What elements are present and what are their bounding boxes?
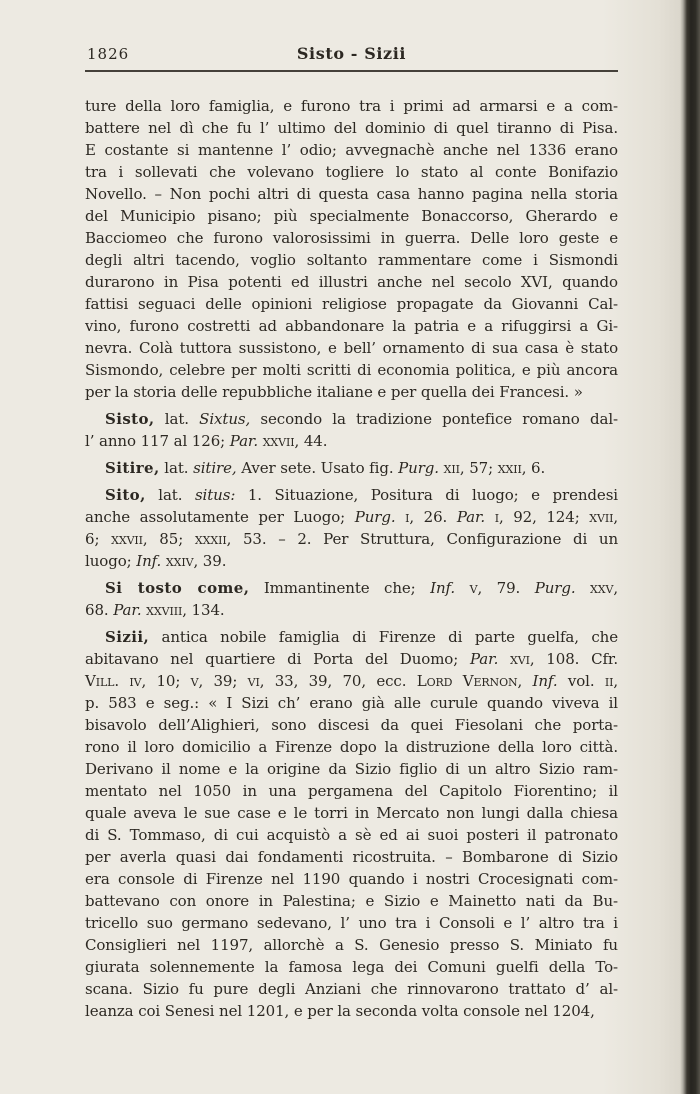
text-segment: Vill. bbox=[85, 672, 120, 690]
text-line bbox=[85, 161, 618, 183]
text-segment: Par. bbox=[469, 650, 499, 668]
running-title: Sisto - Sizii bbox=[296, 44, 407, 63]
text-segment: tra i sollevati che volevano togliere lo stato al conte Bonifazio bbox=[85, 163, 618, 181]
text-segment: per averla quasi dai fondamenti ricostruita. – Bombarone di Sizio bbox=[85, 848, 618, 866]
text-segment: 6; bbox=[85, 530, 112, 548]
text-line bbox=[85, 912, 618, 934]
text-segment: Derivano il nome e la origine da Sizio figlio di un altro Sizio ram- bbox=[85, 760, 618, 778]
text-line bbox=[85, 824, 618, 846]
text-segment: nevra. Colà tuttora sussistono, e bell’ ornamento di sua casa è stato bbox=[85, 339, 618, 357]
text-line bbox=[85, 139, 618, 161]
text-segment: i bbox=[405, 508, 410, 526]
text-segment: , 85; bbox=[142, 530, 195, 548]
text-segment: , 79. bbox=[477, 579, 535, 597]
text-segment: Purg. bbox=[398, 459, 439, 477]
text-segment: secondo la tradizione pontefice romano dal- bbox=[250, 410, 618, 428]
text-segment: battere nel dì che fu l’ ultimo del dominio di quel tiranno di Pisa. bbox=[85, 119, 618, 137]
text-segment: , 108. Cfr. bbox=[529, 650, 618, 668]
text-segment: Par. bbox=[229, 432, 259, 450]
text-segment: durarono in Pisa potenti ed illustri anche nel secolo XVI, quando bbox=[85, 273, 618, 291]
text-segment: 1. Situazione, Positura di luogo; e prendesi bbox=[235, 486, 618, 504]
text-segment: situs: bbox=[194, 486, 236, 504]
text-segment: , 33, 39, 70, ecc. bbox=[259, 672, 417, 690]
text-segment bbox=[396, 508, 406, 526]
text-segment: xvii bbox=[589, 508, 614, 526]
text-segment: , bbox=[517, 672, 533, 690]
text-line bbox=[85, 183, 618, 205]
text-line bbox=[85, 978, 618, 1000]
text-segment: Sixtus, bbox=[199, 410, 251, 428]
text-segment: Purg. bbox=[534, 579, 576, 597]
text-line bbox=[85, 714, 618, 736]
text-segment: xxvii bbox=[262, 432, 295, 450]
text-segment: 68. bbox=[85, 601, 114, 619]
text-segment: iv bbox=[129, 672, 142, 690]
text-segment: giurata solennemente la famosa lega dei Comuni guelfi della To- bbox=[85, 958, 618, 976]
text-segment: i bbox=[494, 508, 499, 526]
text-segment: per la storia delle repubbliche italiane e per quella dei Francesi. » bbox=[85, 383, 583, 401]
text-segment: vino, furono costretti ad abbandonare la patria e a rifuggirsi a Gi- bbox=[85, 317, 618, 335]
text-segment: xxiv bbox=[165, 552, 194, 570]
text-line bbox=[85, 337, 618, 359]
text-segment: del Municipio pisano; più specialmente Bonaccorso, Gherardo e bbox=[85, 207, 618, 225]
text-line bbox=[85, 670, 618, 692]
text-line bbox=[85, 577, 618, 599]
text-segment: , bbox=[613, 508, 619, 526]
text-segment: Sismondo, celebre per molti scritti di economia politica, e più ancora bbox=[85, 361, 618, 379]
text-segment: xxviii bbox=[146, 601, 183, 619]
text-segment: Aver sete. Usato fig. bbox=[236, 459, 399, 477]
entry-sitire bbox=[85, 457, 618, 479]
text-segment: leanza coi Senesi nel 1201, e per la seconda volta console nel 1204, bbox=[85, 1002, 595, 1020]
text-segment bbox=[485, 508, 495, 526]
text-segment: Sito, bbox=[105, 486, 146, 504]
text-segment: , 26. bbox=[409, 508, 457, 526]
text-segment: , 57; bbox=[459, 459, 498, 477]
text-segment: fattisi seguaci delle opinioni religiose propagate da Giovanni Cal- bbox=[85, 295, 618, 313]
text-segment: xxxii bbox=[194, 530, 227, 548]
text-segment: scana. Sizio fu pure degli Anziani che rinnovarono trattato d’ al- bbox=[85, 980, 618, 998]
text-line bbox=[85, 648, 618, 670]
text-line bbox=[85, 271, 618, 293]
text-segment: sitire, bbox=[193, 459, 237, 477]
text-segment: , 10; bbox=[141, 672, 191, 690]
text-segment: xvi bbox=[510, 650, 530, 668]
text-line bbox=[85, 484, 618, 506]
text-segment: tricello suo germano sedevano, l’ uno tra i Consoli e l’ altro tra i bbox=[85, 914, 618, 932]
text-segment: Immantinente che; bbox=[249, 579, 431, 597]
text-segment bbox=[455, 579, 470, 597]
text-line bbox=[85, 249, 618, 271]
text-segment: ture della loro famiglia, e furono tra i primi ad armarsi e a com- bbox=[85, 97, 618, 115]
text-segment: lat. bbox=[145, 486, 195, 504]
text-segment: , bbox=[613, 672, 618, 690]
text-segment: Par. bbox=[113, 601, 142, 619]
text-segment: rono il loro domicilio a Firenze dopo la distruzione della loro città. bbox=[85, 738, 618, 756]
text-line bbox=[85, 780, 618, 802]
text-segment: Sisto, bbox=[105, 410, 155, 428]
text-segment: Lord Vernon bbox=[416, 672, 518, 690]
text-segment: , 53. – 2. Per Struttura, Configurazione di un bbox=[226, 530, 618, 548]
text-line bbox=[85, 599, 618, 621]
text-segment: anche assolutamente per Luogo; bbox=[85, 508, 355, 526]
text-segment: , 39; bbox=[198, 672, 248, 690]
text-line bbox=[85, 430, 618, 452]
text-segment: Sitire, bbox=[105, 459, 160, 477]
text-segment: xii bbox=[443, 459, 460, 477]
text-segment: , 6. bbox=[521, 459, 546, 477]
text-segment: lat. bbox=[154, 410, 200, 428]
text-line bbox=[85, 408, 618, 430]
text-column bbox=[85, 95, 618, 1022]
text-segment: Purg. bbox=[354, 508, 396, 526]
header-rule bbox=[85, 70, 618, 72]
text-line bbox=[85, 802, 618, 824]
text-segment: era console di Firenze nel 1190 quando i nostri Crocesignati com- bbox=[85, 870, 618, 888]
text-segment: xxii bbox=[497, 459, 522, 477]
text-segment: l’ anno 117 al 126; bbox=[85, 432, 230, 450]
page-header bbox=[85, 44, 618, 66]
text-line bbox=[85, 736, 618, 758]
text-segment: quale aveva le sue case e le torri in Mercato non lungi dalla chiesa bbox=[85, 804, 618, 822]
text-line bbox=[85, 381, 618, 403]
entry-sito bbox=[85, 484, 618, 572]
text-segment: Inf. bbox=[136, 552, 162, 570]
text-line bbox=[85, 846, 618, 868]
text-line bbox=[85, 692, 618, 714]
text-segment: xxv bbox=[590, 579, 614, 597]
text-segment: v bbox=[190, 672, 199, 690]
text-line bbox=[85, 315, 618, 337]
text-segment: vol. bbox=[557, 672, 605, 690]
text-segment: battevano con onore in Palestina; e Sizio e Mainetto nati da Bu- bbox=[85, 892, 618, 910]
text-segment: luogo; bbox=[85, 552, 137, 570]
text-segment: lat. bbox=[159, 459, 194, 477]
text-segment: Sizii, bbox=[105, 628, 150, 646]
text-line bbox=[85, 227, 618, 249]
paragraph-sismondi-continuation bbox=[85, 95, 618, 403]
text-line bbox=[85, 359, 618, 381]
text-segment: degli altri tacendo, voglio soltanto rammentare come i Sismondi bbox=[85, 251, 618, 269]
text-segment: v bbox=[469, 579, 478, 597]
text-line bbox=[85, 626, 618, 648]
text-line bbox=[85, 117, 618, 139]
scan-binding-shadow bbox=[680, 0, 700, 1094]
text-segment: Consiglieri nel 1197, allorchè a S. Genesio presso S. Miniato fu bbox=[85, 936, 618, 954]
text-segment: Si tosto come, bbox=[105, 579, 250, 597]
entry-sisto bbox=[85, 408, 618, 452]
text-segment: Novello. – Non pochi altri di questa casa hanno pagina nella storia bbox=[85, 185, 618, 203]
text-segment: , 39. bbox=[193, 552, 227, 570]
text-segment: mentato nel 1050 in una pergamena del Capitolo Fiorentino; il bbox=[85, 782, 618, 800]
text-segment: antica nobile famiglia di Firenze di parte guelfa, che bbox=[149, 628, 618, 646]
text-segment: E costante si mantenne l’ odio; avvegnachè anche nel 1336 erano bbox=[85, 141, 618, 159]
text-segment: , bbox=[613, 579, 618, 597]
text-segment: Inf. bbox=[430, 579, 456, 597]
page-number: 1826 bbox=[87, 45, 130, 63]
text-segment: di S. Tommaso, di cui acquistò a sè ed ai suoi posteri il patronato bbox=[85, 826, 618, 844]
text-segment: , 44. bbox=[294, 432, 328, 450]
text-segment: Inf. bbox=[532, 672, 558, 690]
text-line bbox=[85, 1000, 618, 1022]
text-line bbox=[85, 868, 618, 890]
text-line bbox=[85, 205, 618, 227]
text-segment: abitavano nel quartiere di Porta del Duomo; bbox=[85, 650, 470, 668]
text-line bbox=[85, 934, 618, 956]
text-segment: Par. bbox=[456, 508, 486, 526]
text-segment: p. 583 e seg.: « I Sizi ch’ erano già alle curule quando viveva il bbox=[85, 694, 618, 712]
text-segment bbox=[576, 579, 591, 597]
text-line bbox=[85, 758, 618, 780]
entry-sizii bbox=[85, 626, 618, 1022]
text-line bbox=[85, 457, 618, 479]
text-line bbox=[85, 550, 618, 572]
text-segment bbox=[119, 672, 129, 690]
text-segment: vi bbox=[247, 672, 260, 690]
text-line bbox=[85, 890, 618, 912]
text-segment: Bacciomeo che furono valorosissimi in guerra. Delle loro geste e bbox=[85, 229, 618, 247]
text-segment: ii bbox=[604, 672, 614, 690]
text-line bbox=[85, 293, 618, 315]
text-segment: , 134. bbox=[182, 601, 225, 619]
text-segment: bisavolo dell’Alighieri, sono discesi da quei Fiesolani che porta- bbox=[85, 716, 618, 734]
text-segment: xxvii bbox=[111, 530, 143, 548]
text-segment bbox=[498, 650, 510, 668]
text-line bbox=[85, 528, 618, 550]
text-line bbox=[85, 956, 618, 978]
text-line bbox=[85, 95, 618, 117]
text-line bbox=[85, 506, 618, 528]
entry-si-tosto-come bbox=[85, 577, 618, 621]
text-segment: , 92, 124; bbox=[498, 508, 590, 526]
